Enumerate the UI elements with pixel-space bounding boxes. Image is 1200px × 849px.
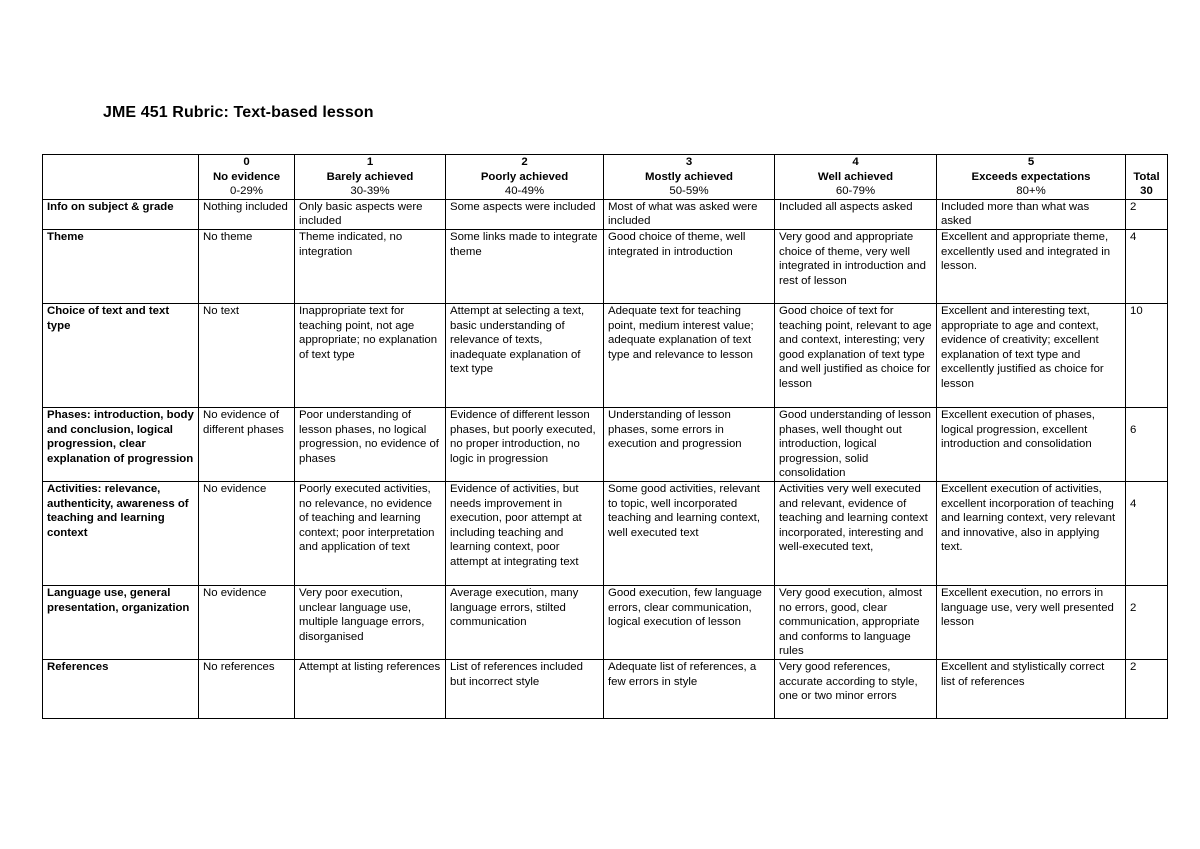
- rubric-cell: Good choice of theme, well integrated in introduction: [604, 229, 775, 303]
- rubric-cell: Nothing included: [199, 199, 295, 229]
- criterion-cell: Theme: [43, 229, 199, 303]
- rubric-cell: No references: [199, 659, 295, 718]
- header-level-5: [937, 155, 1126, 200]
- level-range: 60-79%: [835, 185, 876, 198]
- rubric-cell: Average execution, many language errors, stilted communication: [446, 585, 604, 659]
- criterion-cell: Choice of text and text type: [43, 303, 199, 407]
- page-title: JME 451 Rubric: Text-based lesson: [103, 104, 374, 121]
- rubric-cell: Excellent execution, no errors in language use, very well presented lesson: [937, 585, 1126, 659]
- table-row: [43, 199, 1168, 229]
- rubric-cell: Adequate list of references, a few errors in style: [604, 659, 775, 718]
- rubric-cell: No evidence: [199, 481, 295, 585]
- rubric-cell: Excellent and appropriate theme, excellently used and integrated in lesson.: [937, 229, 1126, 303]
- rubric-cell: Poorly executed activities, no relevance, no evidence of teaching and learning context; poor interpretation and application of text: [295, 481, 446, 585]
- level-number: 4: [852, 156, 859, 168]
- rubric-cell: Understanding of lesson phases, some errors in execution and progression: [604, 407, 775, 481]
- rubric-cell: Good execution, few language errors, clear communication, logical execution of lesson: [604, 585, 775, 659]
- rubric-cell: Some links made to integrate theme: [446, 229, 604, 303]
- level-name: Poorly achieved: [480, 170, 569, 183]
- level-range: 40-49%: [504, 185, 545, 198]
- total-cell: 2: [1126, 199, 1168, 229]
- table-row: [43, 229, 1168, 303]
- rubric-cell: Attempt at listing references: [295, 659, 446, 718]
- rubric-cell: Included more than what was asked: [937, 199, 1126, 229]
- rubric-cell: Most of what was asked were included: [604, 199, 775, 229]
- rubric-cell: No theme: [199, 229, 295, 303]
- total-cell: 6: [1126, 407, 1168, 481]
- rubric-cell: Excellent execution of activities, excellent incorporation of teaching and learning context, very relevant and innovative, also in applying text.: [937, 481, 1126, 585]
- rubric-cell: Excellent and interesting text, appropriate to age and context, evidence of creativity; excellent explanation of text type and excellently justified as choice for lesson: [937, 303, 1126, 407]
- level-range: 0-29%: [230, 185, 263, 198]
- level-range: 80+%: [1016, 185, 1046, 198]
- header-corner-cell: [43, 155, 199, 200]
- rubric-cell: Attempt at selecting a text, basic understanding of relevance of texts, inadequate explanation of text type: [446, 303, 604, 407]
- rubric-cell: Some good activities, relevant to topic, well incorporated teaching and learning context, well executed text: [604, 481, 775, 585]
- criterion-cell: Language use, general presentation, organization: [43, 585, 199, 659]
- rubric-cell: Theme indicated, no integration: [295, 229, 446, 303]
- total-cell: 2: [1126, 659, 1168, 718]
- rubric-cell: Very good execution, almost no errors, good, clear communication, appropriate and conforms to language rules: [775, 585, 937, 659]
- rubric-cell: Only basic aspects were included: [295, 199, 446, 229]
- rubric-cell: No text: [199, 303, 295, 407]
- criterion-cell: Info on subject & grade: [43, 199, 199, 229]
- table-row: [43, 481, 1168, 585]
- rubric-cell: Very poor execution, unclear language use, multiple language errors, disorganised: [295, 585, 446, 659]
- rubric-cell: Very good and appropriate choice of theme, very well integrated in introduction and rest of lesson: [775, 229, 937, 303]
- header-level-3: [604, 155, 775, 200]
- level-name: No evidence: [212, 170, 281, 183]
- level-name: Well achieved: [817, 170, 894, 183]
- level-number: 5: [1027, 156, 1035, 168]
- total-cell: 2: [1126, 585, 1168, 659]
- rubric-cell: Evidence of activities, but needs improvement in execution, poor attempt at including teaching and learning context, poor attempt at integrating text: [446, 481, 604, 585]
- criterion-cell: Phases: introduction, body and conclusion, logical progression, clear explanation of progression: [43, 407, 199, 481]
- table-row: [43, 585, 1168, 659]
- criterion-cell: References: [43, 659, 199, 718]
- rubric-cell: Inappropriate text for teaching point, not age appropriate; no explanation of text type: [295, 303, 446, 407]
- level-name: Exceeds expectations: [971, 170, 1091, 183]
- rubric-cell: List of references included but incorrect style: [446, 659, 604, 718]
- rubric-cell: Some aspects were included: [446, 199, 604, 229]
- rubric-cell: Good understanding of lesson phases, well thought out introduction, logical progression, solid consolidation: [775, 407, 937, 481]
- total-label: Total: [1133, 170, 1160, 183]
- rubric-cell: Included all aspects asked: [775, 199, 937, 229]
- table-row: [43, 659, 1168, 718]
- level-name: Barely achieved: [326, 170, 414, 183]
- header-level-1: [295, 155, 446, 200]
- total-cell: 4: [1126, 481, 1168, 585]
- criterion-cell: Activities: relevance, authenticity, awareness of teaching and learning context: [43, 481, 199, 585]
- table-row: [43, 407, 1168, 481]
- total-cell: 4: [1126, 229, 1168, 303]
- level-number: 0: [243, 156, 250, 168]
- rubric-cell: No evidence of different phases: [199, 407, 295, 481]
- total-cell: 10: [1126, 303, 1168, 407]
- rubric-cell: Good choice of text for teaching point, relevant to age and context, interesting; very good explanation of text type and well justified as choice for lesson: [775, 303, 937, 407]
- rubric-cell: Excellent execution of phases, logical progression, excellent introduction and consolidation: [937, 407, 1126, 481]
- total-value: 30: [1140, 185, 1153, 198]
- rubric-cell: Activities very well executed and relevant, evidence of teaching and learning context incorporated, interesting and well-executed text,: [775, 481, 937, 585]
- rubric-cell: Very good references, accurate according to style, one or two minor errors: [775, 659, 937, 718]
- level-range: 50-59%: [669, 185, 709, 198]
- rubric-cell: No evidence: [199, 585, 295, 659]
- header-level-0: [199, 155, 295, 200]
- level-number: 1: [366, 156, 374, 168]
- rubric-cell: Evidence of different lesson phases, but poorly executed, no proper introduction, no logic in progression: [446, 407, 604, 481]
- rubric-cell: Adequate text for teaching point, medium interest value; adequate explanation of text type and relevance to lesson: [604, 303, 775, 407]
- level-range: 30-39%: [350, 185, 390, 198]
- header-row: [43, 155, 1168, 200]
- table-row: [43, 303, 1168, 407]
- level-name: Mostly achieved: [645, 170, 733, 183]
- rubric-cell: Excellent and stylistically correct list of references: [937, 659, 1126, 718]
- rubric-cell: Poor understanding of lesson phases, no logical progression, no evidence of phases: [295, 407, 446, 481]
- level-number: 3: [685, 156, 693, 168]
- header-level-4: [775, 155, 937, 200]
- rubric-table: [42, 154, 1168, 719]
- header-level-2: [446, 155, 604, 200]
- header-total: [1126, 155, 1168, 200]
- level-number: 2: [521, 156, 528, 168]
